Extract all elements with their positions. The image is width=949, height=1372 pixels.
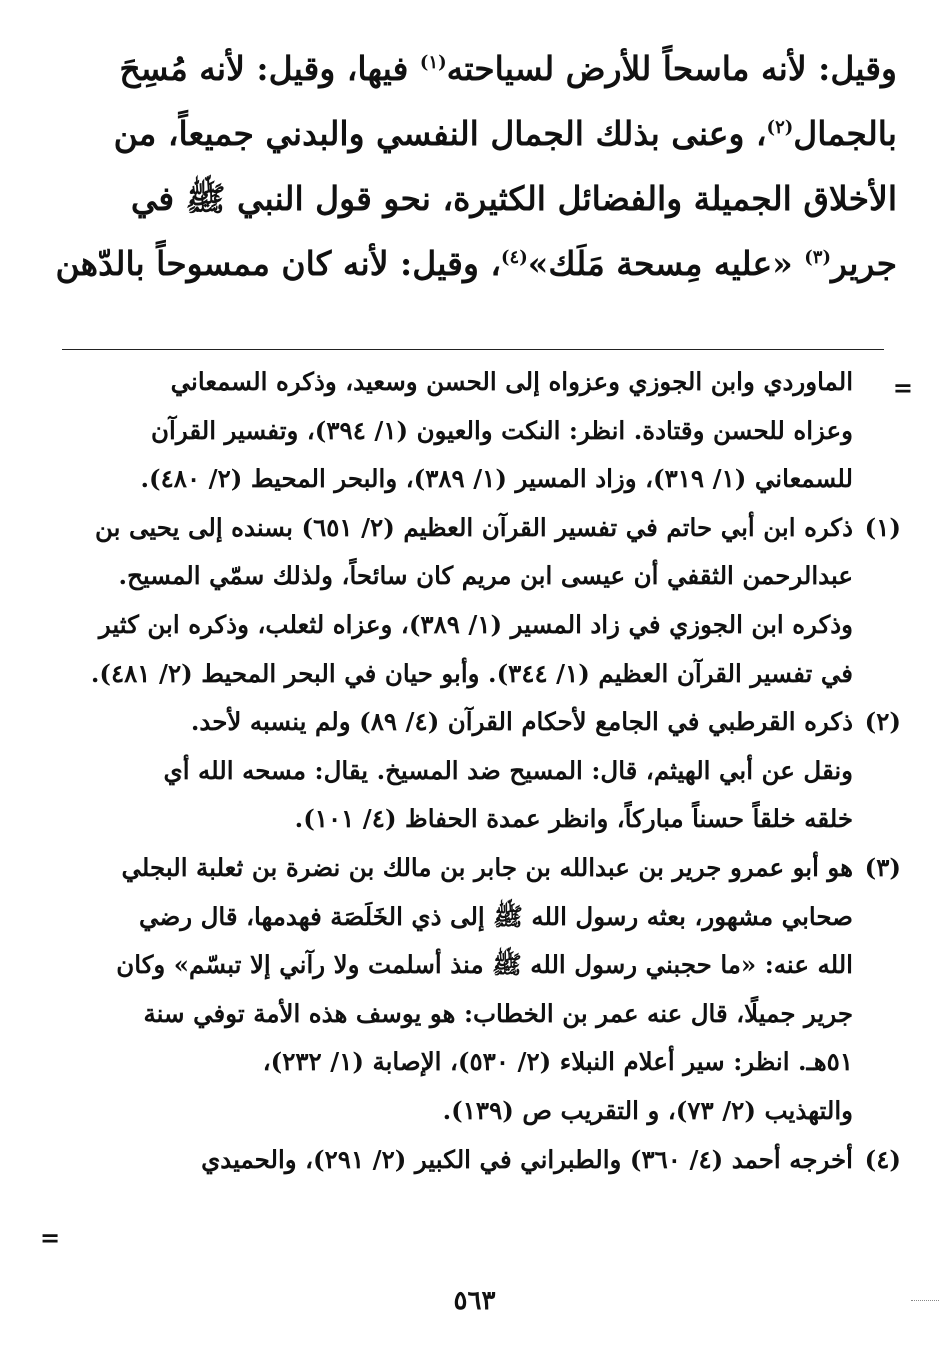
footnote-line: في تفسير القرآن العظيم (١/ ٣٤٤). وأبو حيان في البحر المحيط (٢/ ٤٨١). <box>90 658 853 688</box>
footnote-line: عبدالرحمن الثقفي أن عيسى ابن مريم كان سائحاً، ولذلك سمّي المسيح. <box>118 561 853 591</box>
footnote-4 <box>101 1136 901 1185</box>
main-text <box>55 36 897 296</box>
footnote-ref[interactable]: (١) <box>419 52 447 73</box>
footnote-ref[interactable]: (٣) <box>804 247 831 268</box>
footnote-line: ذكره ابن أبي حاتم في تفسير القرآن العظيم (٢/ ٦٥١) بسنده إلى يحيى بن <box>94 512 853 542</box>
main-text-line: بالجمال$^{(٢)}$، وعنى بذلك الجمال النفسي والبدني جميعاً، من <box>113 114 897 153</box>
footnote-1 <box>90 504 901 698</box>
footnotes <box>90 358 901 1184</box>
footnote-number: (٣) <box>864 852 901 882</box>
footnote-line: الماوردي وابن الجوزي وعزواه إلى الحسن وسعيد، وذكره السمعاني <box>170 367 853 396</box>
main-text-line: جرير$^{(٣)}$ «عليه مِسحة مَلَك»$^{(٤)}$، وقيل: لأنه كان ممسوحاً بالدّهن <box>55 244 897 283</box>
footnote-line: وذكره ابن الجوزي في زاد المسير (١/ ٣٨٩)، وعزاه لثعلب، وذكره ابن كثير <box>98 609 853 639</box>
footnote-line: ونقل عن أبي الهيثم، قال: المسيح ضد المسيخ. يقال: مسحه الله أي <box>163 755 853 785</box>
footnote-number: (١) <box>864 512 901 542</box>
footnote-line: للسمعاني (١/ ٣١٩)، وزاد المسير (١/ ٣٨٩)، والبحر المحيط (٢/ ٤٨٠). <box>140 464 853 494</box>
footnote-line: صحابي مشهور، بعثه رسول الله ﷺ إلى ذي الخَلَصَة فهدمها، قال رضي <box>139 901 853 931</box>
footnote-line: أخرجه أحمد (٤/ ٣٦٠) والطبراني في الكبير (٢/ ٢٩١)، والحميدي <box>201 1144 853 1174</box>
footnote-separator <box>62 349 884 350</box>
footnote-line: جرير جميلًا، قال عنه عمر بن الخطاب: هو يوسف هذه الأمة توفي سنة <box>143 998 853 1028</box>
footnote-line: الله عنه: «ما حجبني رسول الله ﷺ منذ أسلمت ولا رآني إلا تبسّم» وكان <box>116 950 853 980</box>
scan-edge-mark <box>911 1300 939 1301</box>
continuation-mark: = <box>892 373 913 402</box>
footnote-3 <box>101 844 901 1136</box>
footnote-ref[interactable]: (٤) <box>501 247 528 268</box>
footnote-number: (٢) <box>864 707 901 737</box>
main-text-line: الأخلاق الجميلة والفضائل الكثيرة، نحو قول النبي ﷺ في <box>130 179 897 218</box>
main-text-line: وقيل: لأنه ماسحاً للأرض لسياحته$^{(١)}$ فيها، وقيل: لأنه مُسِحَ <box>119 49 897 88</box>
footnote-number: (٤) <box>864 1144 901 1174</box>
footnote-line: والتهذيب (٢/ ٧٣)، و التقريب ص (١٣٩). <box>442 1095 853 1125</box>
footnote-continuation <box>101 358 901 504</box>
footnote-line: وعزاه للحسن وقتادة. انظر: النكت والعيون (١/ ٣٩٤)، وتفسير القرآن <box>151 415 853 445</box>
continues-mark: = <box>40 1223 61 1252</box>
footnote-line: هو أبو عمرو جرير بن عبدالله بن جابر بن مالك بن نضرة بن ثعلبة البجلي <box>121 852 853 882</box>
footnote-line: ٥١هـ. انظر: سير أعلام النبلاء (٢/ ٥٣٠)، الإصابة (١/ ٢٣٢)، <box>262 1047 853 1077</box>
page-number: ٥٦٣ <box>453 1286 496 1316</box>
footnote-2 <box>101 698 901 844</box>
footnote-line: خلقه خلقاً حسناً مباركاً، وانظر عمدة الحفاظ (٤/ ١٠١). <box>294 804 853 834</box>
footnote-ref[interactable]: (٢) <box>766 117 794 138</box>
footnote-line: ذكره القرطبي في الجامع لأحكام القرآن (٤/ ٨٩) ولم ينسبه لأحد. <box>190 707 853 737</box>
